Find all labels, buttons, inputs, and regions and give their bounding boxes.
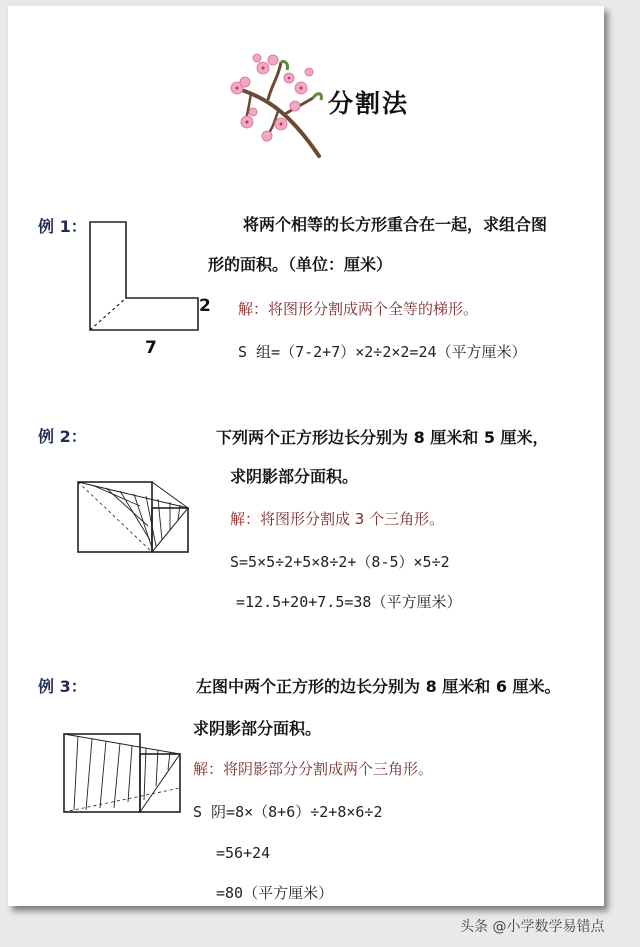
watermark: 头条 @小学数学易错点	[460, 919, 605, 935]
example-2-formula-2: =12.5+20+7.5=38（平方厘米）	[236, 593, 462, 611]
worksheet-page	[8, 6, 604, 906]
example-1-dim-bottom: 7	[145, 338, 157, 358]
example-1-dim-side: 2	[199, 296, 211, 316]
example-1-problem-line-1: 将两个相等的长方形重合在一起，求组合图	[243, 215, 548, 234]
example-3-formula-3: =80（平方厘米）	[216, 884, 334, 902]
example-3-problem-line-2: 求阴影部分面积。	[193, 719, 322, 738]
example-1-formula-1: S 组=（7-2+7）×2÷2×2=24（平方厘米）	[238, 343, 527, 361]
example-2-label: 例 2：	[38, 427, 87, 446]
example-2-problem-line-2: 求阴影部分面积。	[230, 467, 359, 486]
example-2-figure	[74, 476, 194, 556]
solution-prefix: 解：	[230, 510, 261, 528]
example-2-solution	[230, 508, 444, 529]
example-3-solution	[193, 758, 433, 779]
example-3-problem-line-1: 左图中两个正方形的边长分别为 8 厘米和 6 厘米。	[196, 677, 561, 696]
example-1-solution	[238, 298, 478, 319]
example-3-figure	[60, 730, 185, 818]
example-3-formula-2: =56+24	[216, 844, 271, 862]
solution-text: 将阴影部分分割成两个三角形。	[223, 760, 434, 778]
example-1-problem-line-2: 形的面积。（单位：厘米）	[208, 255, 393, 274]
example-2-problem-line-1: 下列两个正方形边长分别为 8 厘米和 5 厘米，	[216, 428, 549, 447]
solution-text: 将图形分割成 3 个三角形。	[260, 510, 445, 528]
solution-text: 将图形分割成两个全等的梯形。	[268, 300, 479, 318]
page-title: 分割法	[328, 89, 410, 118]
example-3-label: 例 3：	[38, 677, 87, 696]
example-2-formula-1: S=5×5÷2+5×8÷2+（8-5）×5÷2	[230, 553, 450, 571]
example-1-label: 例 1：	[38, 217, 87, 236]
example-3-formula-1: S 阴=8×（8+6）÷2+8×6÷2	[193, 803, 383, 821]
solution-prefix: 解：	[238, 300, 269, 318]
plum-blossom-icon	[223, 48, 333, 160]
solution-prefix: 解：	[193, 760, 224, 778]
example-1-figure	[86, 218, 216, 338]
